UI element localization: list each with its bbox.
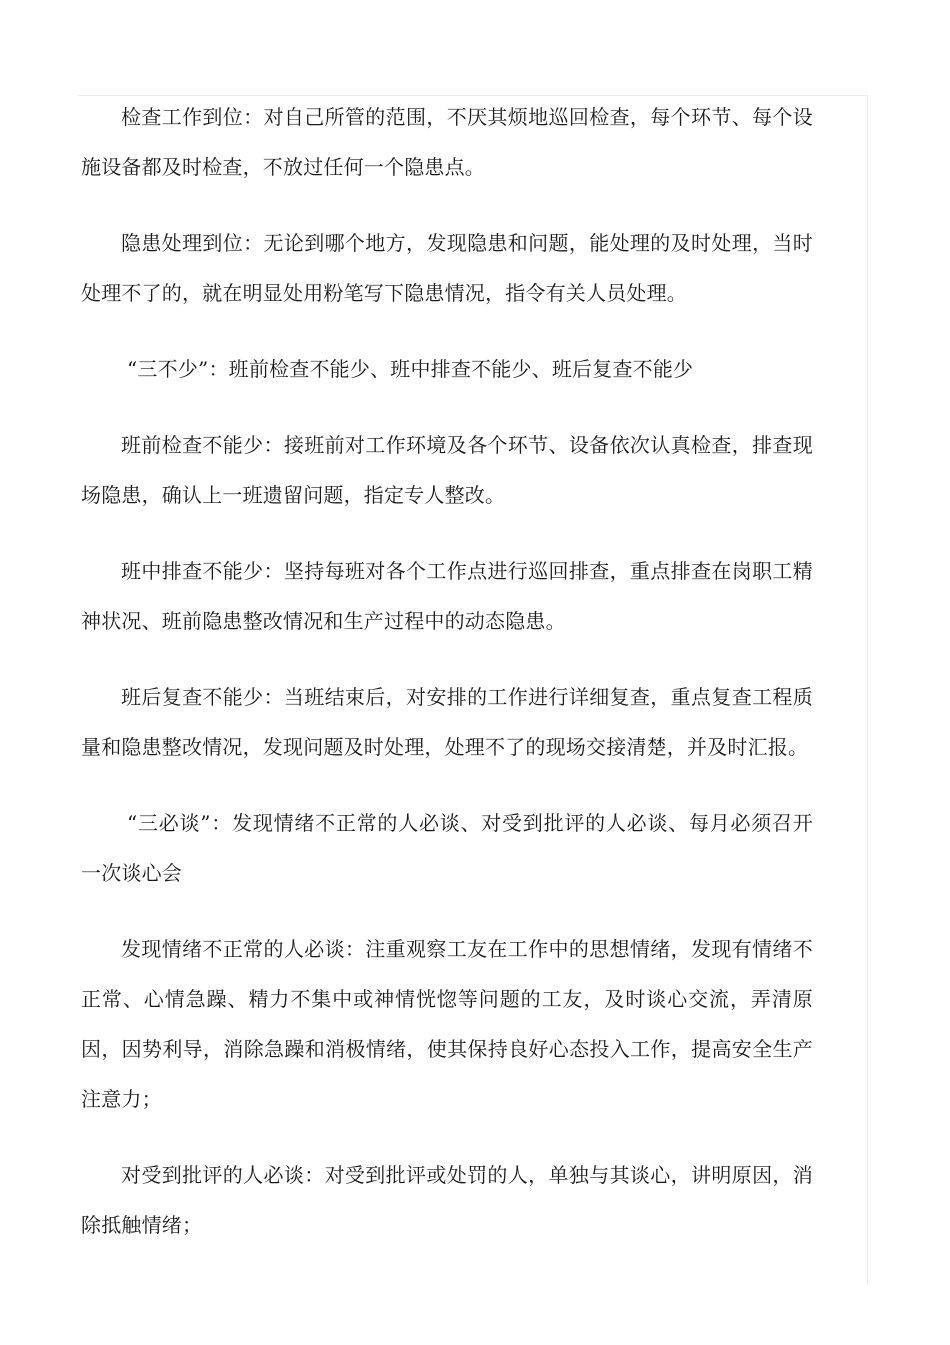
paragraph-pre-shift-check: 班前检查不能少：接班前对工作环境及各个环节、设备依次认真检查，排查现场隐患，确认上一班遗留问题，指定专人整改。 (81, 433, 813, 507)
paragraph-check-work: 检查工作到位：对自己所管的范围，不厌其烦地巡回检查，每个环节、每个设施设备都及时检查，不放过任何一个隐患点。 (81, 105, 813, 179)
paragraph-emotional-talk: 发现情绪不正常的人必谈：注重观察工友在工作中的思想情绪，发现有情绪不正常、心情急躁、精力不集中或神情恍惚等问题的工友，及时谈心交流，弄清原因，因势利导，消除急躁和消极情绪，使其保持良好心态投入工作，提高安全生产注意力； (81, 937, 813, 1111)
paragraph-three-musts: “三不少”：班前检查不能少、班中排查不能少、班后复查不能少 (127, 357, 694, 381)
document-body (81, 92, 813, 1276)
paragraph-post-shift-check: 班后复查不能少：当班结束后，对安排的工作进行详细复查，重点复查工程质量和隐患整改情况，发现问题及时处理，处理不了的现场交接清楚，并及时汇报。 (81, 685, 813, 759)
paragraph-criticism-talk: 对受到批评的人必谈：对受到批评或处罚的人，单独与其谈心，讲明原因，消除抵触情绪； (81, 1163, 813, 1237)
paragraph-hazard-handling: 隐患处理到位：无论到哪个地方，发现隐患和问题，能处理的及时处理，当时处理不了的，就在明显处用粉笔写下隐患情况，指令有关人员处理。 (81, 231, 813, 305)
paragraph-mid-shift-check: 班中排查不能少：坚持每班对各个工作点进行巡回排查，重点排查在岗职工精神状况、班前隐患整改情况和生产过程中的动态隐患。 (81, 559, 813, 633)
paragraph-three-talks: “三必谈”：发现情绪不正常的人必谈、对受到批评的人必谈、每月必须召开一次谈心会 (81, 811, 813, 885)
